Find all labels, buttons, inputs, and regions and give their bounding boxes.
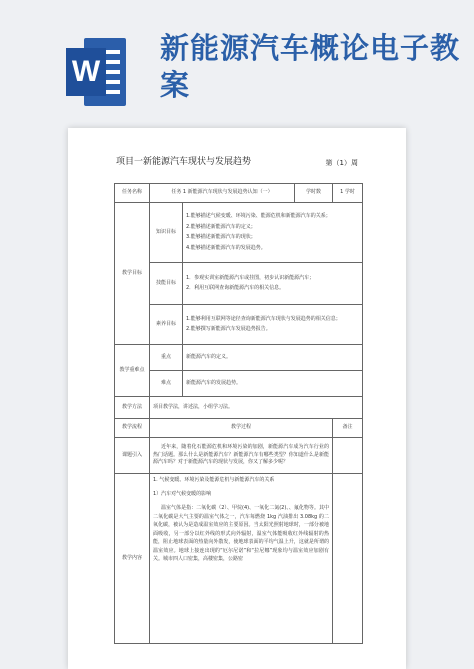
difficult-label: 难点 (150, 371, 183, 397)
header-banner (0, 0, 474, 110)
content-remark (333, 474, 363, 644)
skill-label: 技能目标 (150, 263, 183, 305)
table-row (115, 263, 363, 305)
quality-goals (183, 305, 363, 345)
quality-item: 1.能够利用互联网等途径查询新能源汽车现状与发展趋势的相关信息； (186, 315, 341, 322)
task-name: 任务 1 新能源汽车现状与发展趋势认知（一） (150, 184, 295, 203)
remark-header: 备注 (333, 419, 363, 438)
skill-item: 2．利用互联网查询新能源汽车的相关信息。 (186, 285, 285, 291)
hours-value: 1 学时 (333, 184, 363, 203)
quality-label: 素养目标 (150, 305, 183, 345)
word-logo-badge: W (66, 48, 106, 96)
intro-cell (150, 438, 333, 474)
project-title: 项目一新能源汽车现状与发展趋势 (116, 157, 252, 167)
keypoints-label: 教学重难点 (115, 345, 150, 397)
content-label: 教学内容 (115, 474, 150, 644)
table-row (115, 397, 363, 419)
table-row (115, 345, 363, 371)
intro-label: 课题引入 (115, 438, 150, 474)
table-row (115, 419, 363, 438)
difficult-text: 新能源汽车的发展趋势。 (183, 371, 363, 397)
method-text: 项目教学法，讲述法，小组学习法。 (150, 397, 363, 419)
document-page (68, 128, 406, 669)
intro-remark (333, 438, 363, 474)
table-row (115, 184, 363, 203)
task-label: 任务名称 (115, 184, 150, 203)
knowledge-label: 知识目标 (150, 203, 183, 263)
table-row (115, 438, 363, 474)
method-label: 教学方法 (115, 397, 150, 419)
knowledge-item: 4.能够描述新能源汽车的发展趋势。 (186, 244, 266, 251)
content-heading: 1. 气候变暖、环境污染及能源危机与新能源汽车的关系 (153, 477, 275, 483)
table-row (115, 305, 363, 345)
hours-label: 学时数 (295, 184, 333, 203)
word-document-icon (66, 38, 126, 106)
table-row (115, 371, 363, 397)
content-cell (150, 474, 333, 644)
knowledge-item: 2.能够描述新能源汽车的定义； (186, 223, 256, 230)
quality-item: 2.能够撰写新能源汽车发展趋势报告。 (186, 326, 271, 332)
content-subheading: 1）汽车对气候变暖的影响 (153, 490, 212, 497)
process-header: 教学过程 (150, 419, 333, 438)
table-row (115, 474, 363, 644)
key-label: 重点 (150, 345, 183, 371)
lesson-plan-table (114, 183, 363, 644)
table-row (115, 203, 363, 263)
skill-goals (183, 263, 363, 305)
knowledge-item: 3.能够描述新能源汽车的现状； (186, 234, 256, 240)
knowledge-goals (183, 203, 363, 263)
process-label: 教学流程 (115, 419, 150, 438)
key-text: 新能源汽车的定义。 (183, 345, 363, 371)
week-label: 第（1）周 (325, 159, 358, 167)
content-text: 温室气体是指：二氧化碳（2）、甲烷(4)、一氧化二氮(2)、、氟化物等。其中二氧化碳是大气主要的温室气体之一，汽车每燃烧 1kg 汽油排出 3.08kg 的二氧化碳，被认为是造成温室效应的主要原因。当太阳光照射地球时，一部分被地面吸收，另一部分以红外线的形式向外辐射，温室气体能吸收红外线辐射的热能，阻止地球表面的热量向外散发，使地球表面的平均气温上升，这就是所谓的温室效应。地球上接连出现的“厄尔尼诺”和“拉尼娜”现象均与温室效应加剧有关。城市四人口密集，高楼密集，公路密 (153, 505, 329, 562)
skill-item: 1．参观实训室新能源汽车或挂图，初步认识新能源汽车； (186, 274, 315, 281)
document-title: 新能源汽车概论电子教案 (160, 31, 461, 102)
goals-label: 教学目标 (115, 203, 150, 345)
knowledge-item: 1.能够描述气候变暖、环境污染、能源危机和新能源汽车的关系； (186, 213, 331, 219)
intro-text: 近年来，随着化石能源危机和环境污染的加剧，新能源汽车成为汽车行业的热门话题。那么什么是新能源汽车？新能源汽车有哪些类型？你知道什么是新能源汽车吗？对于新能源汽车的现状与发展，你又了解多少呢？ (153, 444, 329, 466)
